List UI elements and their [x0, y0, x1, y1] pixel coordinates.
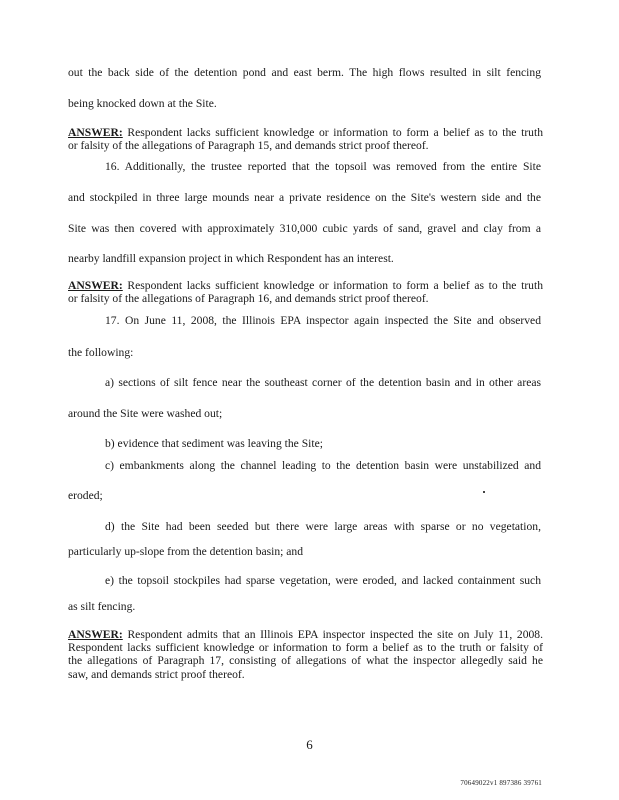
paragraph-16-line-4: nearby landfill expansion project in which Respondent has an interest.	[68, 252, 394, 265]
answer-text: Respondent lacks sufficient knowledge or information to form a belief as to the truth	[122, 126, 543, 139]
continuation-line-2: being knocked down at the Site.	[68, 97, 217, 110]
item-d-line-2: particularly up-slope from the detention basin; and	[68, 545, 304, 558]
answer-paragraph-15	[68, 126, 543, 152]
item-a-line-2: around the Site were washed out;	[68, 407, 223, 420]
document-id: 70649022v1 897386 39761	[460, 779, 542, 787]
answer-label: ANSWER:	[68, 279, 123, 292]
item-a-line-1: a) sections of silt fence near the southeast corner of the detention basin and in other areas	[105, 376, 541, 389]
paragraph-16-line-3: Site was then covered with approximately 310,000 cubic yards of sand, gravel and clay from a	[68, 222, 541, 235]
paragraph-17-line-2: the following:	[68, 346, 134, 359]
answer-label: ANSWER:	[68, 628, 123, 641]
paragraph-17-line-1: 17. On June 11, 2008, the Illinois EPA inspector again inspected the Site and observed	[105, 314, 541, 327]
answer-text: Respondent admits that an Illinois EPA inspector inspected the site on July 11, 2008.	[122, 628, 543, 641]
answer-text: or falsity of the allegations of Paragraph 16, and demands strict proof thereof.	[68, 292, 429, 306]
item-c-line-2: eroded;	[68, 489, 103, 502]
item-c-line-1: c) embankments along the channel leading to the detention basin were unstabilized and	[105, 459, 541, 472]
answer-text: or falsity of the allegations of Paragraph 15, and demands strict proof thereof.	[68, 139, 429, 153]
answer-paragraph-16	[68, 279, 543, 305]
page-number: 6	[306, 737, 313, 752]
continuation-line-1: out the back side of the detention pond and east berm. The high flows resulted in silt fencing	[68, 66, 541, 79]
item-e-line-2: as silt fencing.	[68, 600, 136, 613]
answer-text: the allegations of Paragraph 17, consisting of allegations of what the inspector allegedly said he	[68, 654, 543, 668]
answer-text: Respondent lacks sufficient knowledge or information to form a belief as to the truth	[122, 279, 543, 292]
item-e-line-1: e) the topsoil stockpiles had sparse vegetation, were eroded, and lacked containment such	[105, 574, 541, 587]
answer-text: saw, and demands strict proof thereof.	[68, 667, 245, 681]
answer-text: Respondent lacks sufficient knowledge or information to form a belief as to the truth or falsity of	[68, 641, 543, 655]
item-b-line-1: b) evidence that sediment was leaving the Site;	[105, 437, 323, 450]
scan-speck	[483, 491, 485, 493]
answer-paragraph-17	[68, 628, 543, 681]
paragraph-16-line-1: 16. Additionally, the trustee reported that the topsoil was removed from the entire Site	[105, 160, 541, 173]
item-d-line-1: d) the Site had been seeded but there were large areas with sparse or no vegetation,	[105, 520, 541, 533]
answer-label: ANSWER:	[68, 126, 123, 139]
paragraph-16-line-2: and stockpiled in three large mounds near a private residence on the Site's western side and the	[68, 191, 541, 204]
